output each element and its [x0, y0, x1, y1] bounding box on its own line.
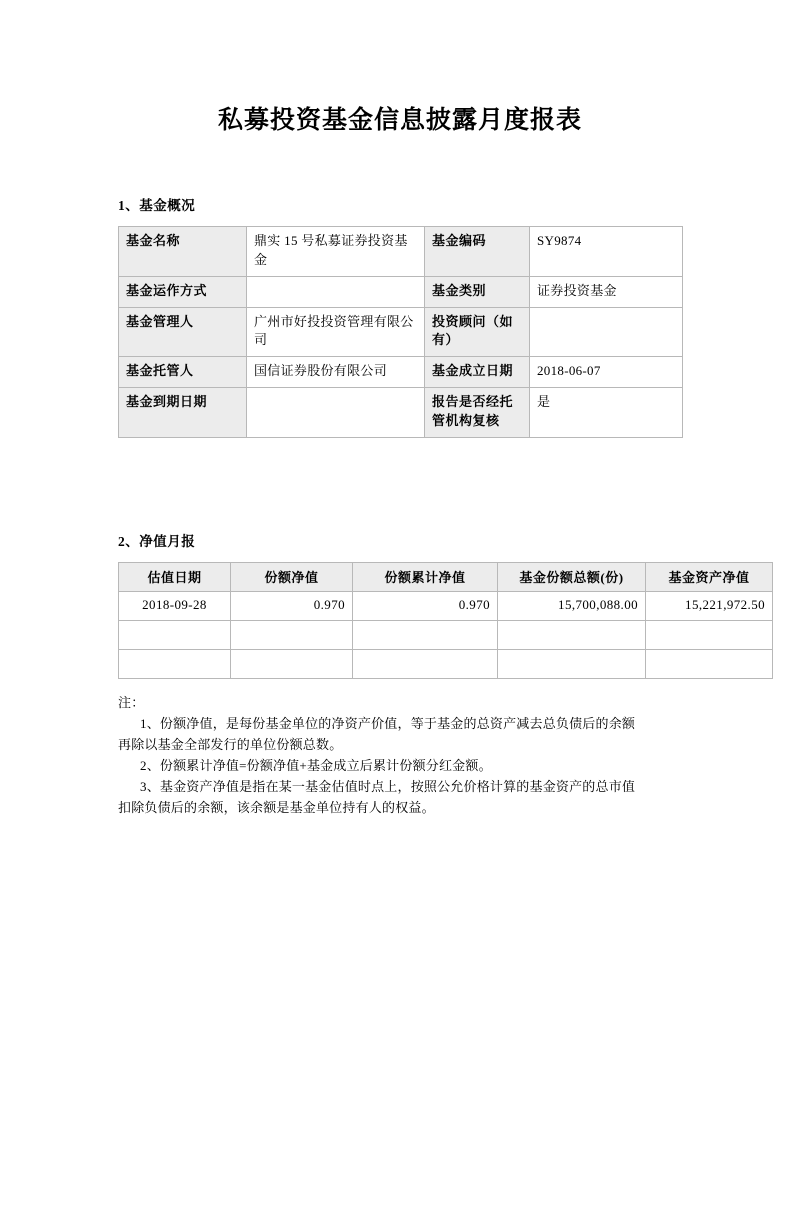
row-label-investment-advisor: 投资顾问（如有）: [425, 307, 530, 357]
row-value-establish-date: 2018-06-07: [530, 357, 683, 388]
row-value-investment-advisor: [530, 307, 683, 357]
cell-unit-nav: 0.970: [231, 591, 353, 620]
nav-monthly-table: [118, 562, 773, 679]
row-value-fund-name: 鼎实 15 号私募证券投资基金: [247, 227, 425, 277]
cell-total-shares: [498, 620, 646, 649]
cell-total-shares: 15,700,088.00: [498, 591, 646, 620]
row-label-custodian: 基金托管人: [119, 357, 247, 388]
row-value-fund-category: 证券投资基金: [530, 276, 683, 307]
cell-valuation-date: [119, 649, 231, 678]
row-value-operation-mode: [247, 276, 425, 307]
note-line-3-cont: 扣除负债后的余额，该余额是基金单位持有人的权益。: [118, 799, 435, 815]
cell-valuation-date: [119, 620, 231, 649]
section-heading-nav-monthly: 2、净值月报: [118, 533, 196, 549]
row-value-fund-manager: 广州市好投投资管理有限公司: [247, 307, 425, 357]
column-header-unit-nav: 份额净值: [231, 562, 353, 591]
note-line-1-cont: 再除以基金全部发行的单位份额总数。: [118, 736, 343, 752]
table-row: [119, 591, 773, 620]
row-label-custodian-review: 报告是否经托管机构复核: [425, 388, 530, 438]
note-line-3: 3、基金资产净值是指在某一基金估值时点上，按照公允价格计算的基金资产的总市值: [140, 778, 636, 794]
note-line-1: 1、份额净值，是每份基金单位的净资产价值，等于基金的总资产减去总负债后的余额: [140, 715, 636, 731]
table-row: [119, 388, 683, 438]
cell-unit-nav: [231, 649, 353, 678]
table-row: [119, 276, 683, 307]
row-label-maturity-date: 基金到期日期: [119, 388, 247, 438]
cell-cumulative-nav: [353, 649, 498, 678]
cell-cumulative-nav: [353, 620, 498, 649]
row-value-fund-code: SY9874: [530, 227, 683, 277]
row-label-establish-date: 基金成立日期: [425, 357, 530, 388]
cell-net-asset-value: [646, 649, 773, 678]
row-label-fund-manager: 基金管理人: [119, 307, 247, 357]
cell-total-shares: [498, 649, 646, 678]
row-label-fund-name: 基金名称: [119, 227, 247, 277]
row-value-custodian: 国信证券股份有限公司: [247, 357, 425, 388]
fund-overview-table: [118, 226, 683, 438]
table-row: [119, 620, 773, 649]
column-header-valuation-date: 估值日期: [119, 562, 231, 591]
cell-net-asset-value: [646, 620, 773, 649]
section-heading-fund-overview: 1、基金概况: [118, 198, 196, 213]
row-label-operation-mode: 基金运作方式: [119, 276, 247, 307]
table-row: [119, 307, 683, 357]
cell-unit-nav: [231, 620, 353, 649]
row-value-maturity-date: [247, 388, 425, 438]
cell-valuation-date: 2018-09-28: [119, 591, 231, 620]
note-line-2: 2、份额累计净值=份额净值+基金成立后累计份额分红金额。: [140, 757, 492, 773]
page-title: 私募投资基金信息披露月度报表: [217, 105, 582, 134]
column-header-net-asset-value: 基金资产净值: [646, 562, 773, 591]
cell-net-asset-value: 15,221,972.50: [646, 591, 773, 620]
column-header-cumulative-nav: 份额累计净值: [353, 562, 498, 591]
row-value-custodian-review: 是: [530, 388, 683, 438]
row-label-fund-category: 基金类别: [425, 276, 530, 307]
column-header-total-shares: 基金份额总额(份): [498, 562, 646, 591]
notes-heading: 注：: [118, 694, 145, 710]
row-label-fund-code: 基金编码: [425, 227, 530, 277]
table-row: [119, 227, 683, 277]
cell-cumulative-nav: 0.970: [353, 591, 498, 620]
table-row: [119, 357, 683, 388]
notes-block: [118, 692, 708, 818]
table-header-row: [119, 562, 773, 591]
table-row: [119, 649, 773, 678]
document-page: [0, 100, 800, 1231]
